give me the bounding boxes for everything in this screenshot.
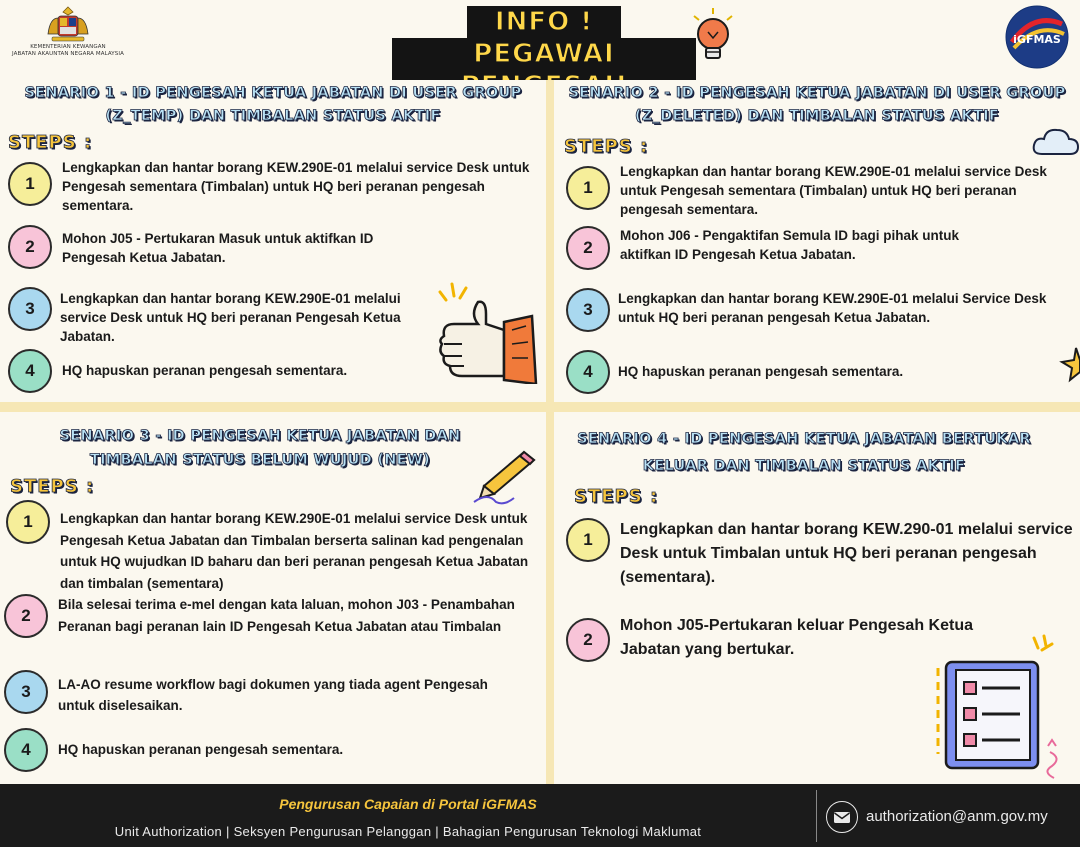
scenario-2-step-1-text: Lengkapkan dan hantar borang KEW.290E-01 melalui service Desk untuk Pengesah sementara (Timbalan) untuk HQ beri peranan pengesah sementara. xyxy=(620,164,1047,217)
scenario-1-title-line1: SENARIO 1 - ID PENGESAH KETUA JABATAN DI USER GROUP xyxy=(24,85,522,101)
scenario-2-step-3-number: 3 xyxy=(566,288,610,332)
vertical-divider xyxy=(546,80,554,784)
horizontal-divider xyxy=(0,402,1080,412)
scenario-3-step-3-text: LA-AO resume workflow bagi dokumen yang tiada agent Pengesah untuk diselesaikan. xyxy=(58,677,488,713)
scenario-2-title-line1: SENARIO 2 - ID PENGESAH KETUA JABATAN DI USER GROUP xyxy=(568,85,1066,101)
header xyxy=(0,0,1080,80)
pencil-icon xyxy=(470,448,538,506)
scenario-3-step-2-text: Bila selesai terima e-mel dengan kata laluan, mohon J03 - Penambahan Peranan bagi peranan lain ID Pengesah Ketua Jabatan atau Timbalan xyxy=(58,597,515,634)
scenario-1-title-line2: (Z_TEMP) DAN TIMBALAN STATUS AKTIF xyxy=(105,108,441,124)
scenario-1-panel xyxy=(0,80,546,402)
scenario-2-step-3-text: Lengkapkan dan hantar borang KEW.290E-01 melalui Service Desk untuk HQ beri peranan pengesah Ketua Jabatan. xyxy=(618,291,1047,325)
scenario-2-step-2-text: Mohon J06 - Pengaktifan Semula ID bagi pihak untuk aktifkan ID Pengesah Ketua Jabatan. xyxy=(620,228,960,262)
scenario-3-panel xyxy=(0,412,546,784)
title-pegawai-pengesah: PEGAWAI xyxy=(392,38,696,102)
scenario-4-step-2-number: 2 xyxy=(566,618,610,662)
scenario-1-step-1-number: 1 xyxy=(8,162,52,206)
scenario-1-step-3-number: 3 xyxy=(8,287,52,331)
cloud-icon xyxy=(1030,124,1080,158)
footer-subtitle: Unit Authorization | Seksyen Pengurusan Pelanggan | Bahagian Pengurusan Teknologi Maklumat xyxy=(114,824,702,839)
scenario-4-title-line2: KELUAR DAN TIMBALAN STATUS AKTIF xyxy=(642,458,966,474)
scenario-1-title xyxy=(6,82,540,128)
scenario-1-step-1-text: Lengkapkan dan hantar borang KEW.290E-01 melalui service Desk untuk Pengesah sementara (Timbalan) untuk HQ beri peranan pengesah sementara. xyxy=(62,160,530,213)
scenario-3-title-line2: TIMBALAN STATUS BELUM WUJUD (NEW) xyxy=(89,452,431,468)
scenario-2-step-4-number: 4 xyxy=(566,350,610,394)
scenario-3-steps-label: STEPS : xyxy=(10,476,95,497)
checklist-icon xyxy=(934,634,1076,782)
government-crest xyxy=(8,4,128,74)
mail-icon xyxy=(826,801,858,833)
crest-department-text: JABATAN AKAUNTAN NEGARA MALAYSIA xyxy=(12,51,124,57)
scenario-4-step-1-text: Lengkapkan dan hantar borang KEW.290-01 melalui service Desk untuk Timbalan untuk HQ beri peranan pengesah (sementara). xyxy=(620,521,1073,586)
scenario-2-title-line2: (Z_DELETED) DAN TIMBALAN STATUS AKTIF xyxy=(634,108,1000,124)
lightbulb-icon xyxy=(688,6,738,70)
contact-email[interactable]: authorization@anm.gov.my xyxy=(866,808,1048,825)
thumbs-up-icon xyxy=(432,280,542,384)
scenario-1-step-3-text: Lengkapkan dan hantar borang KEW.290E-01 melalui service Desk untuk HQ beri peranan Pengesah Ketua Jabatan. xyxy=(60,291,401,344)
footer-title: Pengurusan Capaian di Portal iGFMAS xyxy=(279,796,537,812)
scenario-1-steps-label: STEPS : xyxy=(8,132,93,153)
scenario-3-title-line1: SENARIO 3 - ID PENGESAH KETUA JABATAN DAN xyxy=(59,428,461,444)
scenario-3-step-3-number: 3 xyxy=(4,670,48,714)
title-info: INFO ! xyxy=(467,6,621,38)
envelope-icon xyxy=(833,811,851,824)
scenario-3-step-1-number: 1 xyxy=(6,500,50,544)
scenario-3-step-4-number: 4 xyxy=(4,728,48,772)
scenario-1-step-2-text: Mohon J05 - Pertukaran Masuk untuk aktifkan ID Pengesah Ketua Jabatan. xyxy=(62,231,374,265)
igfmas-logo xyxy=(1004,4,1070,70)
footer-separator xyxy=(816,790,817,842)
scenario-4-step-2-text: Mohon J05-Pertukaran keluar Pengesah Ketua Jabatan yang bertukar. xyxy=(620,617,973,658)
scenario-2-step-1-number: 1 xyxy=(566,166,610,210)
star-icon xyxy=(1052,346,1080,386)
scenario-1-step-2-number: 2 xyxy=(8,225,52,269)
scenario-1-step-4-number: 4 xyxy=(8,349,52,393)
igfmas-logo-text: iGFMAS xyxy=(1013,33,1061,46)
scenario-3-step-4-text: HQ hapuskan peranan pengesah sementara. xyxy=(58,742,344,757)
scenario-3-step-2-number: 2 xyxy=(4,594,48,638)
scenario-4-panel xyxy=(554,412,1080,784)
scenario-4-title xyxy=(554,426,1054,480)
scenario-3-title xyxy=(10,424,510,472)
crest-ministry-text: KEMENTERIAN KEWANGAN xyxy=(30,44,106,50)
scenario-2-title xyxy=(554,82,1080,128)
scenario-4-title-line1: SENARIO 4 - ID PENGESAH KETUA JABATAN BERTUKAR xyxy=(577,431,1031,447)
scenario-2-step-2-number: 2 xyxy=(566,226,610,270)
scenario-2-step-4-text: HQ hapuskan peranan pengesah sementara. xyxy=(618,364,904,379)
footer xyxy=(0,784,1080,847)
crest-emblem-icon xyxy=(42,4,94,44)
scenario-3-step-1-text: Lengkapkan dan hantar borang KEW.290E-01 melalui service Desk untuk Pengesah Ketua Jabatan dan Timbalan berserta salinan kad pengenalan untuk HQ wujudkan ID baharu dan beri peranan pengesah Ketua Jabatan dan timbalan (sementara) xyxy=(60,511,529,591)
scenario-2-panel xyxy=(554,80,1080,402)
scenario-1-step-4-text: HQ hapuskan peranan pengesah sementara. xyxy=(62,363,348,378)
igfmas-logo-icon xyxy=(1004,4,1070,70)
scenario-2-steps-label: STEPS : xyxy=(564,136,649,157)
scenario-4-steps-label: STEPS : xyxy=(574,486,659,507)
scenario-4-step-1-number: 1 xyxy=(566,518,610,562)
